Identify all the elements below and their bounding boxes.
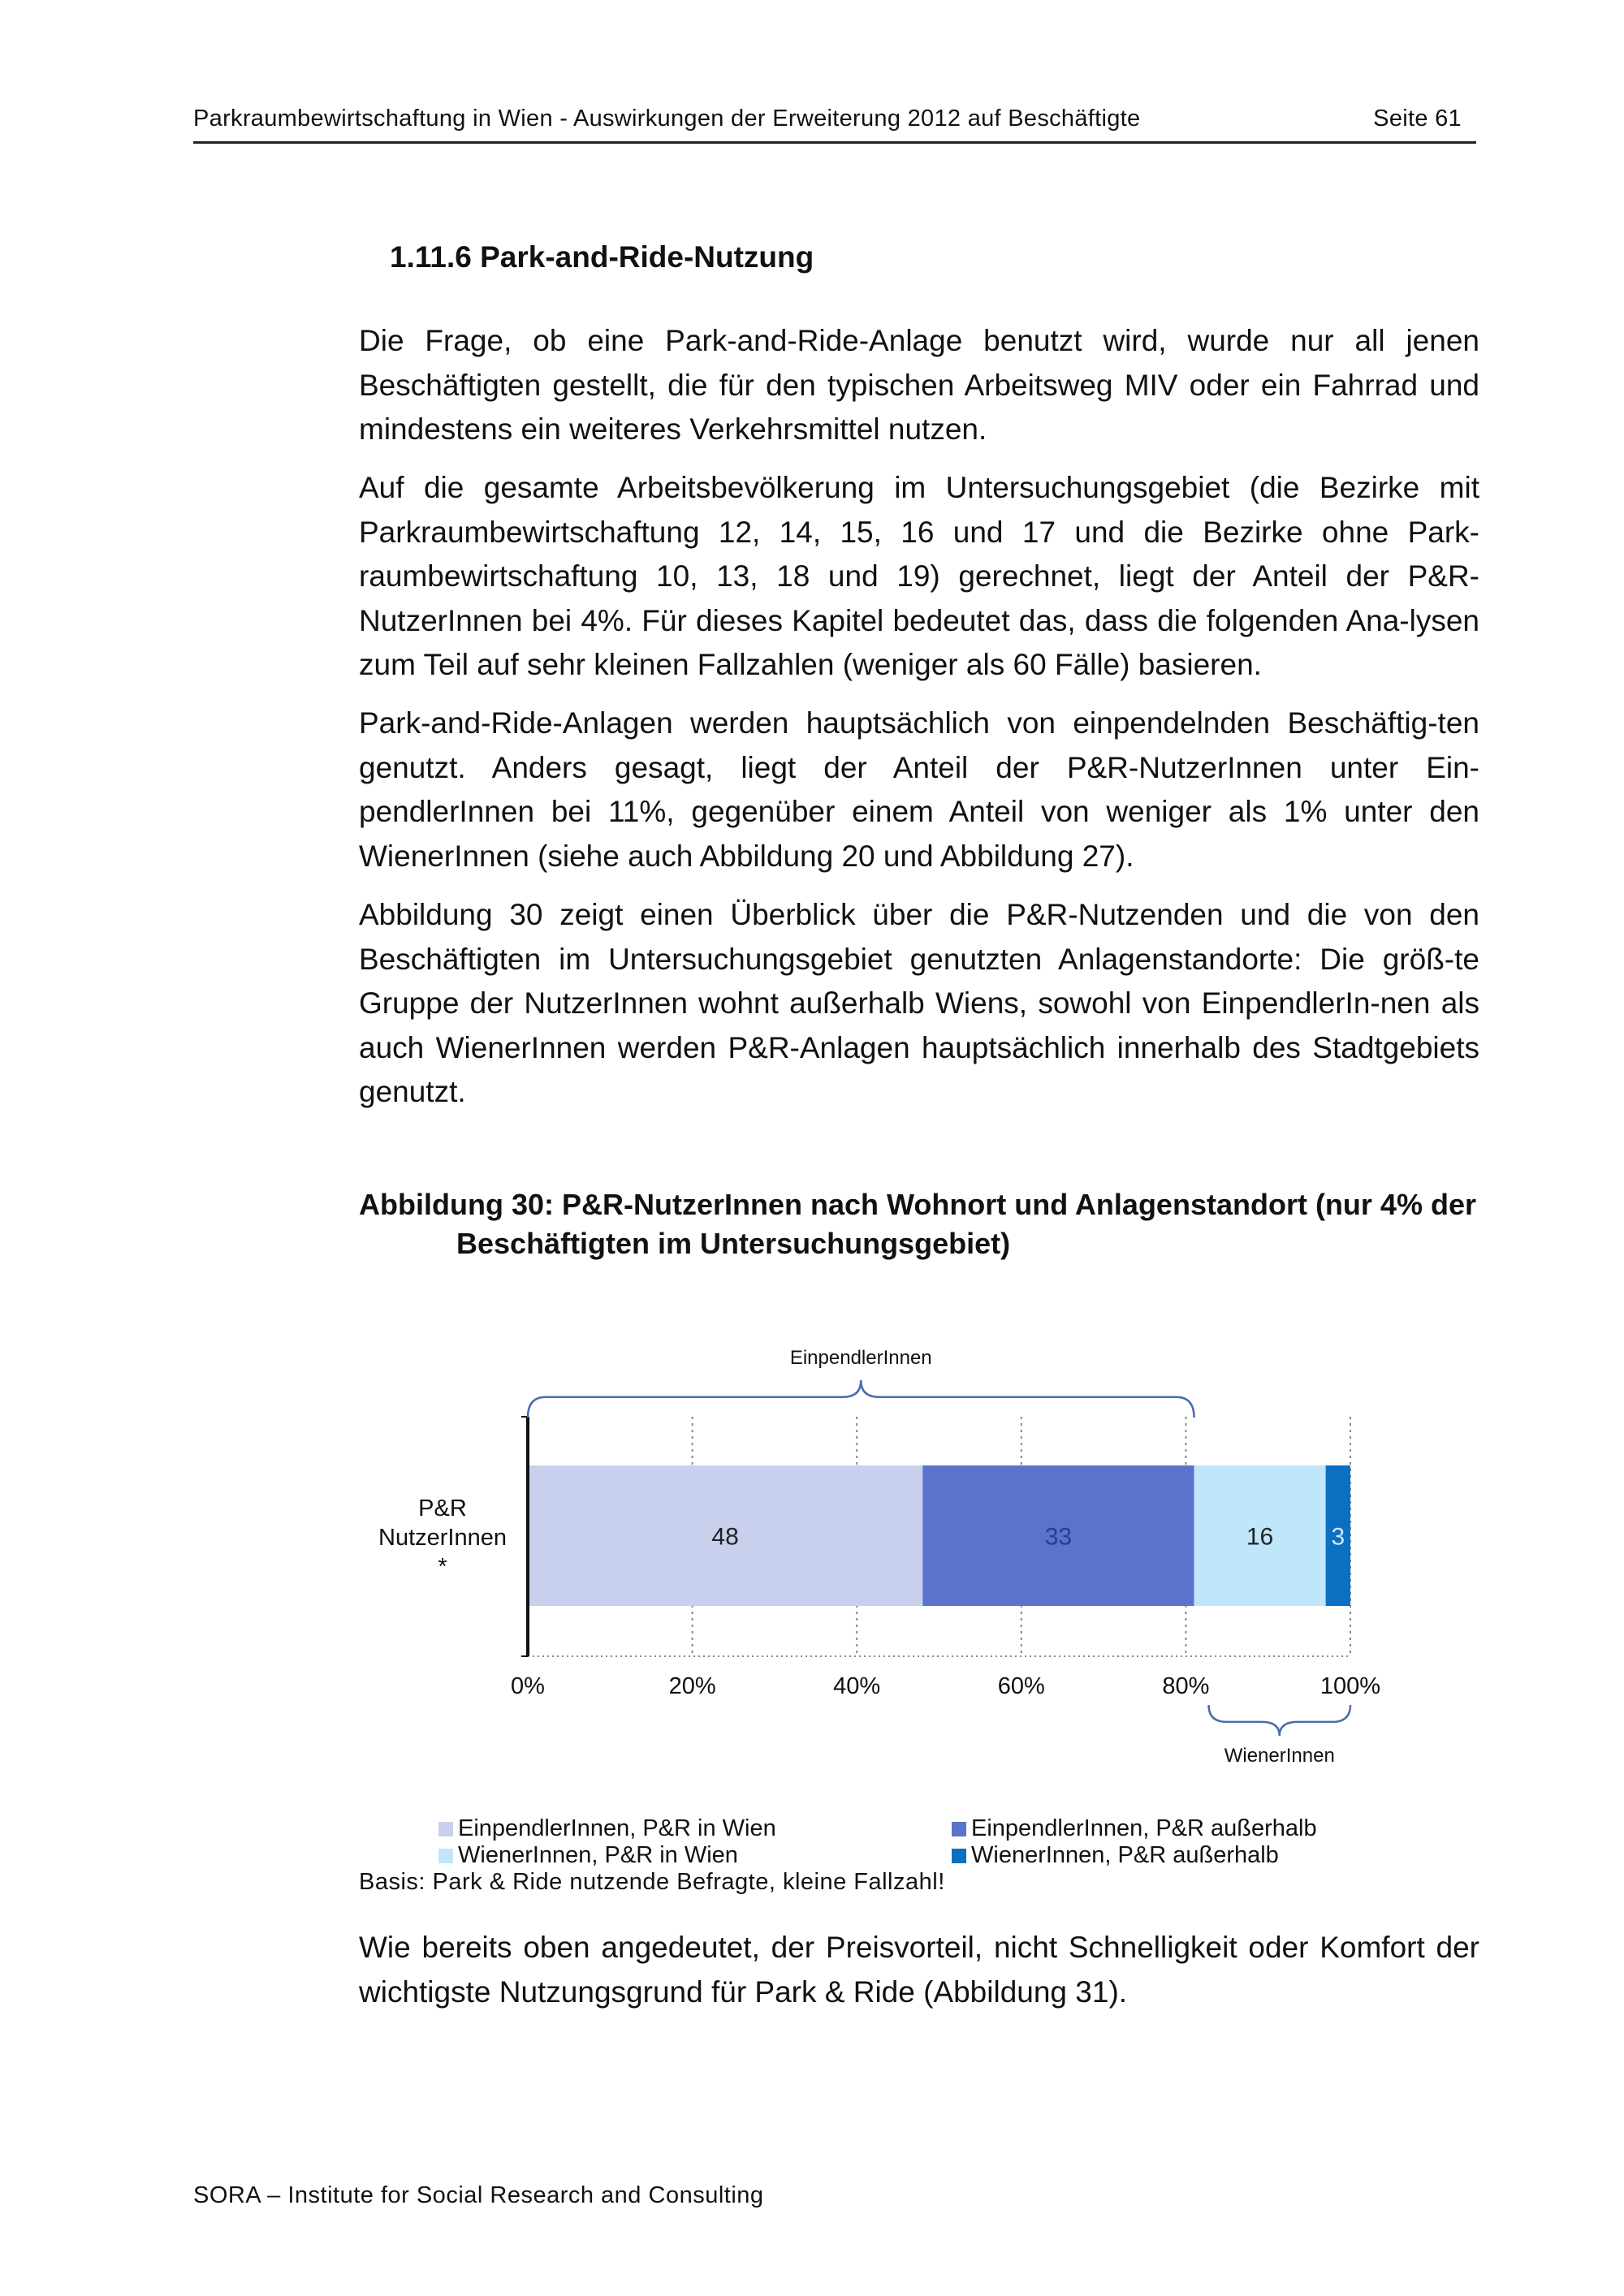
legend-label: EinpendlerInnen, P&R außerhalb: [971, 1815, 1317, 1841]
paragraph-1: Die Frage, ob eine Park-and-Ride-Anlage benutzt wird, wurde nur all jenen Beschäftigten gestellt, die für den typischen Arbeitsweg MIV oder ein Fahrrad und mindestens ein weiteres Verkehrsmittel nutzen.: [359, 324, 1479, 446]
x-tick-label: 100%: [1320, 1673, 1381, 1699]
legend-item-wiener-ausserhalb: [952, 1842, 1279, 1869]
header-title: Parkraumbewirtschaftung in Wien - Auswirkungen der Erweiterung 2012 auf Beschäftigte: [193, 106, 1141, 132]
paragraph-4: Abbildung 30 zeigt einen Überblick über die P&R-Nutzenden und die von den Beschäftigten im Untersuchungsgebiet genutzten Anlagenstandorte: Die größ-te Gruppe der NutzerInnen wohnt außerhalb Wiens, sowohl von EinpendlerIn-nen als auch WienerInnen werden P&R-Anlagen hauptsächlich innerhalb des Stadtgebiets genutzt.: [359, 898, 1479, 1108]
paragraph-5: Wie bereits oben angedeutet, der Preisvorteil, nicht Schnelligkeit oder Komfort der wichtigste Nutzungsgrund für Park & Ride (Abbildung 31).: [359, 1931, 1479, 2009]
paragraph-3: Park-and-Ride-Anlagen werden hauptsächlich von einpendelnden Beschäftig-ten genutzt. Anders gesagt, liegt der Anteil der P&R-NutzerInnen unter Ein-pendlerInnen bei 11%, gegenüber einem Anteil von weniger als 1% unter den WienerInnen (siehe auch Abbildung 20 und Abbildung 27).: [359, 706, 1479, 873]
figure-caption: Abbildung 30: P&R-NutzerInnen nach Wohnort und Anlagenstandort (nur 4% der Beschäftigten im Untersuchungsgebiet): [359, 1188, 1476, 1260]
legend-item-einpendler-wien: [438, 1815, 776, 1842]
x-tick-label: 80%: [1162, 1673, 1210, 1699]
legend-swatch-einpendler-ausserhalb: [952, 1822, 966, 1836]
legend-swatch-wiener-ausserhalb: [952, 1849, 966, 1863]
annotation-einpendler: EinpendlerInnen: [789, 1347, 932, 1369]
x-tick-label: 60%: [997, 1673, 1045, 1699]
x-tick-label: 40%: [833, 1673, 881, 1699]
data-label: 33: [1044, 1523, 1073, 1551]
data-label: 16: [1246, 1523, 1274, 1551]
category-label: P&R: [418, 1495, 467, 1521]
brace-wiener: [1209, 1705, 1350, 1736]
category-label: *: [438, 1554, 447, 1580]
brace-einpendler: [528, 1380, 1194, 1418]
paragraph-2: Auf die gesamte Arbeitsbevölkerung im Untersuchungsgebiet (die Bezirke mit Parkraumbewirtschaftung 12, 14, 15, 16 und 17 und die Bezirke ohne Park-raumbewirtschaftung 10, 13, 18 und 19) gerechnet, liegt der Anteil der P&R-NutzerInnen bei 4%. Für dieses Kapitel bedeutet das, dass die folgenden Ana-lysen zum Teil auf sehr kleinen Fallzahlen (weniger als 60 Fälle) basieren.: [359, 471, 1479, 681]
legend-swatch-wiener-wien: [438, 1849, 453, 1863]
legend-swatch-einpendler-wien: [438, 1822, 453, 1836]
figure-basis-note: Basis: Park & Ride nutzende Befragte, kleine Fallzahl!: [359, 1869, 945, 1895]
data-label: 48: [711, 1523, 739, 1551]
legend-item-wiener-wien: [438, 1842, 738, 1869]
section-heading: 1.11.6 Park-and-Ride-Nutzung: [390, 240, 814, 274]
legend-item-einpendler-ausserhalb: [952, 1815, 1317, 1842]
legend-label: WienerInnen, P&R in Wien: [458, 1842, 738, 1868]
category-label: NutzerInnen: [378, 1525, 507, 1551]
annotation-wiener: WienerInnen: [1224, 1745, 1335, 1767]
legend-label: WienerInnen, P&R außerhalb: [971, 1842, 1279, 1868]
data-label: 3: [1331, 1523, 1345, 1551]
x-tick-label: 20%: [668, 1673, 716, 1699]
legend-label: EinpendlerInnen, P&R in Wien: [458, 1815, 776, 1841]
page-footer: SORA – Institute for Social Research and Consulting: [193, 2182, 764, 2208]
x-tick-label: 0%: [511, 1673, 545, 1699]
page-number: Seite 61: [1373, 106, 1462, 132]
